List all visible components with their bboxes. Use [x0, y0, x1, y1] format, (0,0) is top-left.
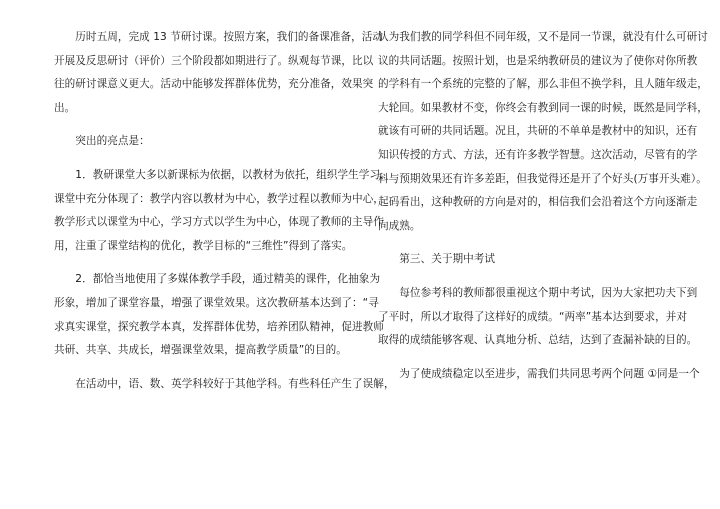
text-line: 向成熟。: [378, 219, 421, 232]
text-line: 课堂中充分体现了：教学内容以教材为中心，教学过程以教师为中心，: [54, 192, 384, 205]
text-line: 往的研讨课意义更大。活动中能够发挥群体优势，充分准备，效果突: [54, 78, 374, 91]
text-line: 2．都恰当地使用了多媒体教学手段，通过精美的课件，化抽象为: [54, 273, 381, 286]
text-line: 历时五周，完成 13 节研讨课。按照方案，我们的备课准备，活动: [54, 31, 384, 43]
text-line: 开展及反思研讨（评价）三个阶段都如期进行了。纵观每节课，比以: [54, 54, 374, 67]
text-line: 突出的亮点是：: [54, 135, 150, 148]
text-line: 认为我们教的同学科但不同年级，又不是同一节课，就没有什么可研讨: [378, 31, 708, 43]
text-line: 1．教研课堂大多以新课标为依据，以教材为依托，组织学生学习，: [54, 168, 391, 181]
text-line: 科与预期效果还有许多差距，但我觉得还是开了个好头(万事开头难）。: [378, 172, 707, 185]
left-column: [54, 26, 395, 396]
text-line: 的学科有一个系统的完整的了解，那么非但不换学科，且人随年级走，: [378, 78, 708, 91]
text-line: 出。: [54, 101, 76, 114]
text-line: 用，注重了课堂结构的优化，教学目标的“三维性”得到了落实。: [54, 239, 353, 252]
text-line: 就该有可研的共同话题。况且，共研的不单单是教材中的知识，还有: [378, 125, 698, 138]
paragraph-gap: [54, 363, 354, 373]
paragraph-gap: [54, 120, 354, 130]
text-line: 第三、关于期中考试: [378, 253, 496, 266]
text-line: 教学形式以课堂为中心，学习方式以学生为中心，体现了教师的主导作: [54, 216, 384, 229]
text-line: 了平时，所以才取得了这样好的成绩。“两率”基本达到要求，并对: [378, 310, 688, 323]
paragraph-gap: [54, 258, 354, 268]
paragraph-gap: [54, 154, 354, 164]
right-column: [378, 26, 708, 386]
text-line: 为了使成绩稳定以至进步，需我们共同思考两个问题 ①同是一个: [378, 367, 700, 380]
paragraph-gap: [378, 238, 678, 248]
text-line: 求真实课堂，探究教学本真，发挥群体优势，培养团队精神，促进教师: [54, 320, 384, 333]
paragraph-gap: [378, 353, 678, 363]
text-line: 起码看出，这种教研的方向是对的，相信我们会沿着这个方向逐渐走: [378, 196, 698, 209]
text-line: 大轮回。如果教材不变，你终会有教到同一课的时候，既然是同学科，: [378, 101, 708, 114]
text-line: 取得的成绩能够客观、认真地分析、总结，达到了查漏补缺的目的。: [378, 334, 698, 347]
text-line: 在活动中，语、数、英学科较好于其他学科。有些科任产生了误解，: [54, 377, 395, 390]
text-line: 知识传授的方式、方法，还有许多教学智慧。这次活动，尽管有的学: [378, 148, 698, 161]
text-line: 形象，增加了课堂容量，增强了课堂效果。这次教研基本达到了：“寻: [54, 296, 379, 309]
text-line: 共研、共享、共成长，增强课堂效果，提高教学质量”的目的。: [54, 344, 347, 357]
text-line: 每位参考科的教师都很重视这个期中考试，因为大家把功夫下到: [378, 286, 698, 299]
paragraph-gap: [378, 272, 678, 282]
text-line: 议的共同话题。按照计划，也是采纳教研员的建议为了使你对你所教: [378, 54, 698, 67]
